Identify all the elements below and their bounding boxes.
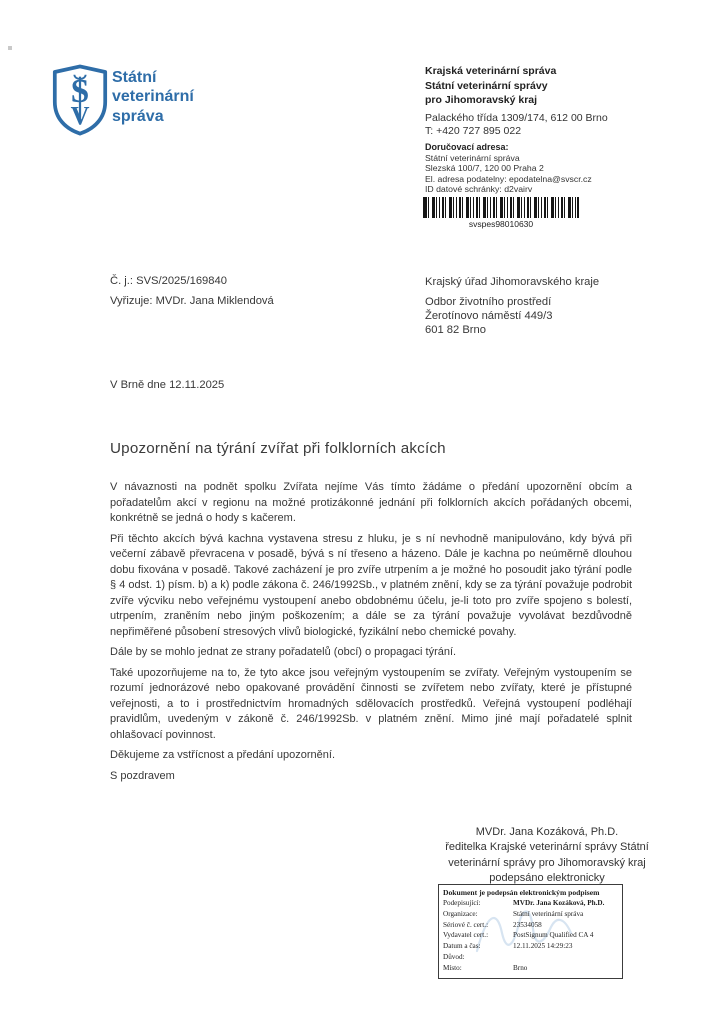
row-label: Organizace:	[443, 909, 478, 918]
delivery-address-heading: Doručovací adresa:	[425, 142, 509, 152]
paragraph: Dále by se mohlo jednat ze strany pořadatelů (obcí) o propagaci týrání.	[110, 646, 457, 658]
signature-box-row	[443, 963, 618, 974]
office-line: Státní veterinární správy	[425, 79, 548, 92]
barcode	[423, 197, 579, 229]
subject-title: Upozornění na týrání zvířat při folklorních akcích	[110, 440, 446, 457]
recipient-address	[425, 275, 599, 337]
office-line: pro Jihomoravský kraj	[425, 94, 538, 107]
delivery-line: El. adresa podatelny: epodatelna@svscr.cz	[425, 173, 592, 184]
row-label: Důvod:	[443, 952, 465, 961]
dateline: V Brně dne 12.11.2025	[110, 379, 225, 391]
signature-box-row	[443, 930, 618, 941]
paragraph: Také upozorňujeme na to, že tyto akce jsou veřejným vystoupením se zvířaty. Veřejným vystoupením se rozumí jednorázové nebo opakované provádění činnosti se zvířetem nebo zvířaty, které je přístupné veřejnosti, a to i prostřednictvím hromadných sdělovacích prostředků. Veřejná vystoupení podléhají pravidlům, uvedeným v zákoně č. 246/1992Sb. v platném znění. Mimo jiné mají pořadatelé splnit ohlašovací povinnost.	[110, 666, 632, 741]
signature-box-row	[443, 898, 618, 909]
issuing-office	[425, 64, 556, 108]
barcode-caption: svspes98010630	[468, 219, 534, 229]
handled-by: Vyřizuje: MVDr. Jana Miklendová	[110, 295, 274, 307]
org-name-line: Státní	[112, 69, 157, 86]
electronic-signature-box	[438, 884, 623, 979]
row-value: PostSignum Qualified CA 4	[513, 931, 594, 940]
recipient-line: 601 82 Brno	[425, 324, 486, 336]
paragraph: V návaznosti na podnět spolku Zvířata nejíme Vás tímto žádáme o předání upozornění obcím a pořadatelům akcí v regionu na možné protizákonné jednání při folklorních akcích pořádaných obcemi, konkrétně se jedná o hody s kačerem.	[110, 481, 632, 524]
signer-title-line: ředitelka Krajské veterinární správy Státní	[445, 841, 649, 854]
closing: S pozdravem	[110, 769, 175, 782]
row-label: Místo:	[443, 963, 462, 972]
file-number: Č. j.: SVS/2025/169840	[110, 275, 227, 287]
recipient-line: Krajský úřad Jihomoravského kraje	[425, 276, 600, 288]
signer-title-line: veterinární správy pro Jihomoravský kraj	[448, 856, 646, 869]
veterinary-shield-logo-icon	[52, 64, 108, 136]
signature-box-row	[443, 941, 618, 952]
delivery-line: Státní veterinární správa	[425, 153, 520, 163]
signature-box-header: Dokument je podepsán elektronickým podpisem	[443, 888, 600, 897]
delivery-line: Slezská 100/7, 120 00 Praha 2	[425, 163, 544, 174]
row-label: Sériové č. cert.:	[443, 920, 489, 929]
paragraph: Děkujeme za vstřícnost a předání upozornění.	[110, 749, 336, 761]
row-value: 23534058	[513, 920, 542, 929]
office-contact	[425, 112, 608, 138]
barcode-image	[423, 197, 579, 218]
office-phone: T: +420 727 895 022	[425, 125, 522, 137]
signature-box-row	[443, 952, 618, 963]
delivery-line: ID datové schránky: d2vairv	[425, 183, 533, 194]
scan-artifact	[8, 46, 12, 50]
row-label: Podepisující:	[443, 899, 481, 907]
row-value	[513, 952, 618, 963]
row-label: Vydavatel cert.:	[443, 931, 489, 940]
row-label: Datum a čas:	[443, 942, 481, 951]
row-value: 12.11.2025 14:29:23	[513, 942, 573, 951]
signature-block	[382, 825, 712, 887]
signature-box-row	[443, 909, 618, 920]
paragraph: Při těchto akcích bývá kachna vystavena stresu z hluku, je s ní nevhodně manipulováno, kdy bývá při večerní zábavě převracena v posadě, bývá s ní třeseno a házeno. Dále je kachna po neúměrně dlouhou dobu fixována v posadě. Takové zacházení je pro zvíře utrpením a je možné ho posoudit jako týrání podle § 4 odst. 1) písm. b) a k) podle zákona č. 246/1992Sb., v platném znění, kdy se za týrání považuje podrobit zvíře výcviku nebo veřejnému vystoupení anebo obdobnému účelu, je-li toto pro zvíře spojeno s bolestí, utrpením, zraněním nebo jiným poškozením; a dále se za týrání považuje vyvolávat bezdůvodně nepřiměřené působení stresových vlivů biologické, fyzikální nebo chemické povahy.	[110, 532, 632, 638]
recipient-line: Odbor životního prostředí	[425, 296, 552, 308]
svg-text:V: V	[70, 101, 90, 131]
office-line: Krajská veterinární správa	[425, 65, 557, 77]
org-name-line: veterinární	[112, 88, 194, 106]
recipient-line: Žerotínovo náměstí 449/3	[425, 310, 553, 322]
delivery-address	[425, 153, 592, 194]
org-name	[112, 68, 194, 126]
row-value: MVDr. Jana Kozáková, Ph.D.	[513, 899, 605, 907]
letter-body	[110, 480, 632, 789]
signature-box-row	[443, 920, 618, 931]
office-street: Palackého třída 1309/174, 612 00 Brno	[425, 112, 608, 124]
svg-text:S: S	[70, 72, 90, 110]
signer-name: MVDr. Jana Kozáková, Ph.D.	[475, 826, 619, 838]
row-value: Státní veterinární správa	[513, 909, 584, 918]
signed-electronically-note: podepsáno elektronicky	[489, 872, 605, 885]
row-value: Brno	[513, 963, 528, 972]
org-name-line: správa	[112, 107, 164, 125]
